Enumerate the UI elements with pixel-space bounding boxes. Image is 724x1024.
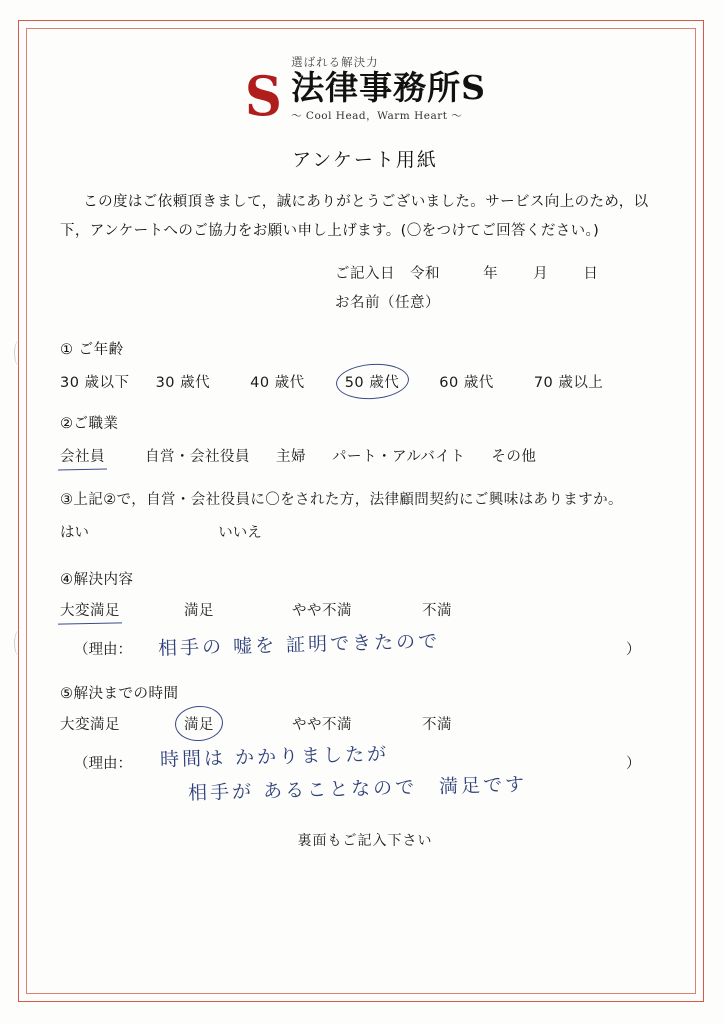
question-3-options: [60, 521, 670, 542]
option-somewhat-dissatisfied[interactable]: やや不満: [292, 716, 352, 733]
option-age-40s[interactable]: 40 歳代: [250, 374, 305, 391]
footer-note: 裏面もご記入下さい: [297, 832, 433, 849]
reason-label: （理由：: [74, 755, 132, 772]
question-4-title: ④解決内容: [60, 571, 134, 588]
logo: [60, 54, 670, 129]
option-dissatisfied[interactable]: 不満: [422, 602, 452, 619]
punch-mark: [14, 630, 25, 656]
date-line: [335, 260, 670, 289]
reason-close-paren: ）: [626, 641, 641, 658]
logo-text-block: [291, 54, 486, 123]
date-day: 日: [583, 265, 599, 282]
question-4: [60, 568, 670, 668]
question-3-title: ③上記②で，自営・会社役員に〇をされた方，法律顧問契約にご興味はありますか。: [60, 491, 623, 508]
logo-s-icon: S: [245, 64, 281, 129]
option-job-parttime[interactable]: パート・アルバイト: [332, 448, 466, 465]
reason-label: （理由：: [74, 641, 132, 658]
question-1-title: ① ご年齢: [60, 341, 124, 358]
question-2-options: [60, 445, 670, 466]
logo-tagline: 選ばれる解決力: [291, 55, 379, 69]
option-dissatisfied[interactable]: 不満: [422, 716, 452, 733]
reason-close-paren: ）: [626, 755, 641, 772]
question-1: [60, 338, 670, 392]
name-line: お名前（任意）: [335, 294, 440, 311]
reason-handwriting: 相手の 嘘を 証明できたので: [157, 629, 441, 660]
question-5-title: ⑤解決までの時間: [60, 685, 179, 702]
document-content: [60, 44, 670, 850]
option-satisfied[interactable]: 満足: [184, 713, 214, 734]
option-very-satisfied[interactable]: 大変満足: [60, 599, 120, 620]
question-4-options: [60, 599, 670, 620]
meta-block: [60, 260, 670, 318]
logo-subtitle: ～ Cool Head，Warm Heart ～: [291, 109, 463, 122]
reason-handwriting-line1: 時間は かかりましたが: [159, 742, 390, 771]
option-job-selfemployed[interactable]: 自営・会社役員: [145, 448, 250, 465]
question-5-options: [60, 713, 670, 734]
option-very-satisfied[interactable]: 大変満足: [60, 716, 120, 733]
question-5: [60, 682, 670, 812]
option-age-30s[interactable]: 30 歳代: [155, 374, 211, 391]
logo-firm-name: 法律事務所S: [291, 68, 486, 107]
punch-mark: [14, 340, 25, 366]
reason-handwriting-line2: 相手が あることなので 満足です: [187, 773, 528, 805]
option-age-60s[interactable]: 60 歳代: [439, 374, 494, 391]
option-job-homemaker[interactable]: 主婦: [276, 448, 306, 465]
option-somewhat-dissatisfied[interactable]: やや不満: [292, 602, 352, 619]
question-3: [60, 486, 670, 542]
question-2-title: ②ご職業: [60, 415, 119, 432]
question-4-reason: [60, 629, 670, 668]
date-label: ご記入日 令和: [335, 265, 440, 282]
option-satisfied[interactable]: 満足: [184, 602, 214, 619]
page-title: アンケート用紙: [292, 148, 438, 171]
option-age-30-under[interactable]: 30 歳以下: [60, 374, 130, 391]
option-age-70-over[interactable]: 70 歳以上: [533, 374, 604, 391]
question-2: [60, 412, 670, 466]
option-yes[interactable]: はい: [60, 524, 89, 541]
option-job-employee[interactable]: 会社員: [60, 445, 105, 466]
date-year: 年: [483, 265, 499, 282]
question-5-reason: [60, 742, 670, 812]
intro-paragraph: この度はご依頼頂きまして，誠にありがとうございました。サービス向上のため，以下，アンケートへのご協力をお願い申し上げます。(〇をつけてご回答ください。): [60, 193, 649, 239]
option-no[interactable]: いいえ: [218, 524, 262, 541]
date-month: 月: [533, 265, 549, 282]
option-job-other[interactable]: その他: [491, 448, 537, 465]
question-1-options: [60, 371, 670, 392]
option-age-50s[interactable]: 50 歳代: [345, 371, 400, 392]
